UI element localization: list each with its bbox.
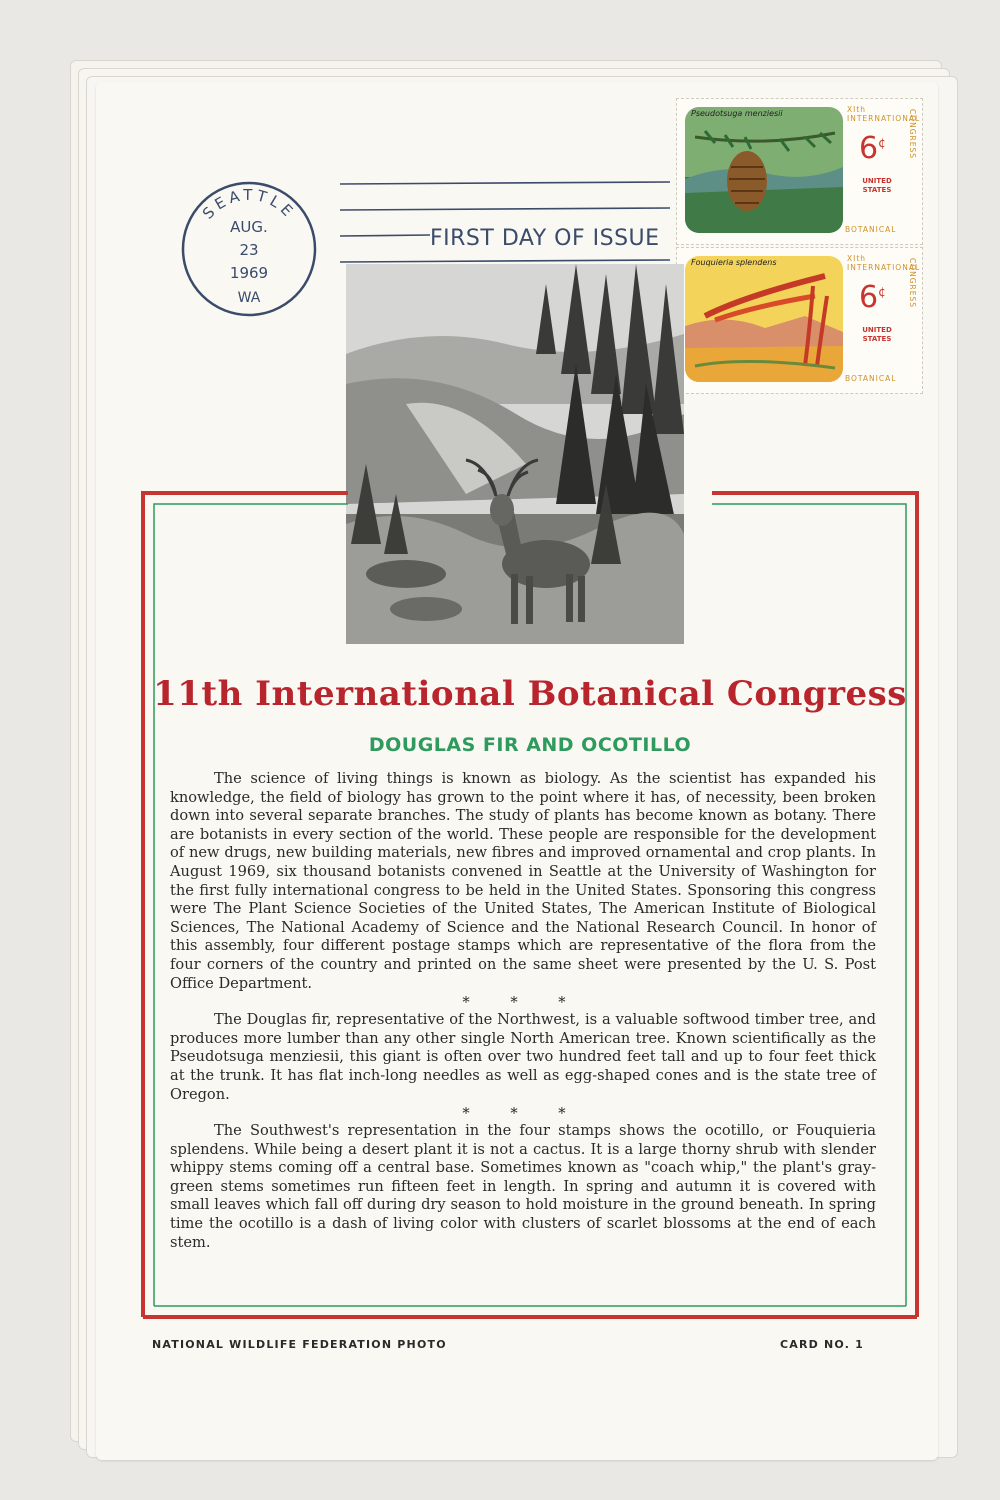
douglas-fir-illustration: [685, 107, 843, 233]
photo-credit: NATIONAL WILDLIFE FEDERATION PHOTO: [152, 1338, 447, 1351]
postmark-month: AUG.: [230, 218, 268, 236]
stamp-country-line1: UNITED: [862, 326, 892, 334]
stamp-country-line2: STATES: [862, 335, 892, 343]
paragraph-biology: The science of living things is known as biology. As the scientist has expanded his knowledge, the field of biology has grown to the point where it has, of necessity, been broken down into several separate branches. The study of plants has become known as botany. There are botanists in every section of the world. These people are responsible for the development of new drugs, new building materials, new fibres and improved ornamental and crop plants. In August 1969, six thousand botanists convened in Seattle at the University of Washington for the first fully international congress to be held in the United States. Sponsoring this congress were The Plant Science Societies of the United States, The American Institute of Biological Sciences, The National Academy of Science and the National Research Council. In honor of this assembly, four different postage stamps which are representative of the flora from the four corners of the country and printed on the same sheet were presented by the U. S. Post Office Department.: [170, 770, 876, 992]
stamp-bottom-text: BOTANICAL: [845, 374, 897, 383]
card-subtitle: DOUGLAS FIR AND OCOTILLO: [368, 734, 692, 756]
section-separator: * * *: [462, 1105, 584, 1123]
paragraph-ocotillo: The Southwest's representation in the four stamps shows the ocotillo, or Fouquieria splendens. While being a desert plant it is not a cactus. It is a large thorny shrub with slender whippy stems coming off a central base. Sometimes known as "coach whip," the plant's gray-green stems sometimes run fifteen feet in length. In spring and autumn it is covered with small leaves which fall off during dry season to hold moisture in the ground beneath. In spring time the ocotillo is a dash of living color with clusters of scarlet blossoms at the end of each stem.: [170, 1122, 876, 1251]
postmark-state: WA: [237, 290, 261, 306]
ocotillo-illustration: [685, 256, 843, 382]
stamp-unit: ¢: [878, 136, 886, 150]
seattle-postmark: [178, 178, 320, 320]
stamp-scientific-name: Fouquieria splendens: [691, 258, 777, 267]
card-number: CARD NO. 1: [780, 1338, 864, 1351]
stamp-side-text: CONGRESS: [908, 109, 917, 160]
stamp-denomination: [859, 280, 886, 315]
stamp-side-text: CONGRESS: [908, 258, 917, 309]
stamp-country-line1: UNITED: [862, 177, 892, 185]
stamp-ocotillo: [676, 247, 923, 394]
stamp-top-text: XIth INTERNATIONAL: [847, 105, 921, 123]
postmark-day: 23: [239, 241, 259, 259]
card-body-text: [170, 770, 876, 1252]
stamp-bottom-text: BOTANICAL: [845, 225, 897, 234]
stamp-unit: ¢: [878, 285, 886, 299]
section-separator: * * *: [462, 994, 584, 1012]
cancellation-lines: [340, 178, 670, 268]
postmark-city: SEATTLE: [198, 185, 300, 223]
stamp-country: [847, 326, 907, 344]
paragraph-douglas-fir: The Douglas fir, representative of the Northwest, is a valuable softwood timber tree, and produces more lumber than any other single North American tree. Known scientifically as the Pseudotsuga menziesii, this giant is often over two hundred feet tall and up to four feet thick at the trunk. It has flat inch-long needles as well as egg-shaped cones and is the state tree of Oregon.: [170, 1011, 876, 1103]
stamp-douglas-fir: [676, 98, 923, 245]
decorative-frame-top: [140, 490, 920, 640]
stamp-top-text: XIth INTERNATIONAL: [847, 254, 921, 272]
stamp-country: [847, 177, 907, 195]
stamp-value: 6: [859, 131, 879, 166]
card-title: 11th International Botanical Congress: [153, 674, 907, 714]
stamp-country-line2: STATES: [862, 186, 892, 194]
postmark-year: 1969: [229, 264, 269, 282]
stamp-value: 6: [859, 280, 879, 315]
first-day-of-issue-cancel: FIRST DAY OF ISSUE: [430, 226, 660, 251]
stamp-denomination: [859, 131, 886, 166]
stamp-scientific-name: Pseudotsuga menziesii: [691, 109, 783, 118]
